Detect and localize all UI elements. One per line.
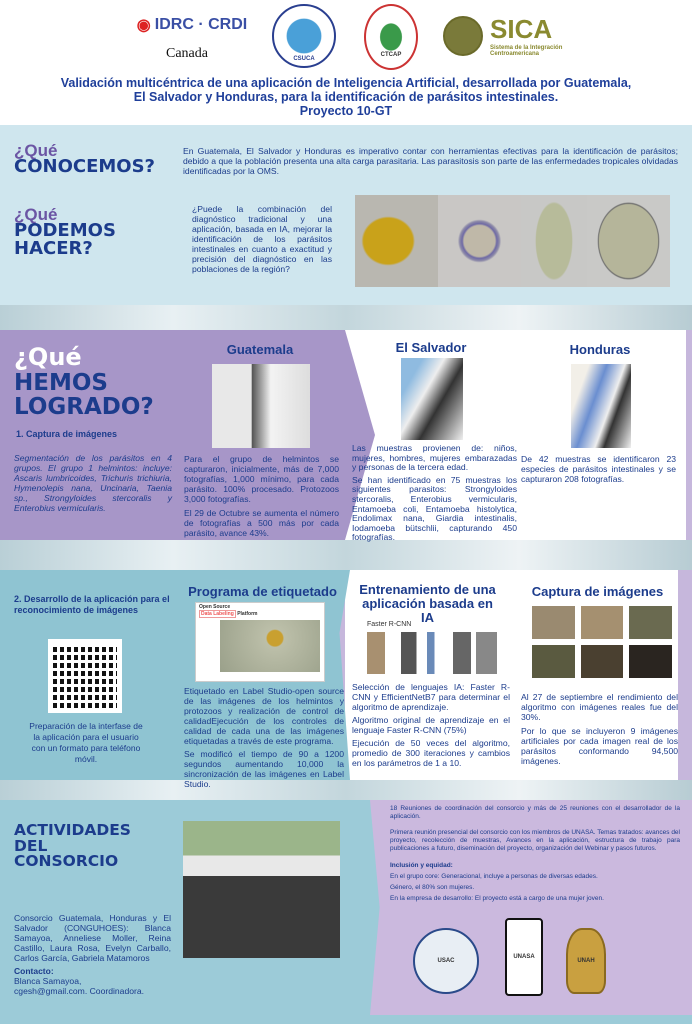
augmented-image	[581, 606, 624, 639]
labeled-micrograph	[220, 620, 320, 672]
paragraph: En la empresa de desarrollo: El proyecto está a cargo de una mujer joven.	[390, 895, 604, 902]
paragraph: Se modificó el tiempo de 90 a 1200 segundos aumentando 10,000 la sincronización de las imágenes en Label Studio.	[184, 749, 344, 789]
captura-title: Captura de imágenes	[531, 584, 664, 599]
augmented-images-grid	[532, 606, 672, 678]
intro-text: Segmentación de los parásitos en 4 grupos. El grupo 1 helmintos: incluye: Ascaris lumbricoides, Trichuris trichiuria, Hymenolepis nana, Uncinaria, Taenia sp., Strongyloides stercoralis y Enterobius vermicularis.	[14, 453, 172, 513]
csuca-text: CSUCA	[293, 56, 315, 62]
screenshot-tag: Data Labeling	[201, 611, 234, 617]
qr-caption: Preparación de la interfase de la aplicación para el usuario con un formato para teléfono móvil.	[29, 721, 143, 764]
augmented-image	[532, 606, 575, 639]
paragraph: Las muestras provienen de: niños, mujeres, hombres, mujeres embarazadas y personas de la tercera edad.	[352, 443, 517, 473]
text-el-salvador	[352, 444, 517, 543]
conocemos-text: En Guatemala, El Salvador y Honduras es imperativo contar con herramientas efectivas para la identificación de parásitos; debido a que la población presenta una alta carga parasitaria. Las parasitosis son parte de las enfermedades tropicales olvidadas identificadas por la OMS.	[183, 146, 678, 176]
title-line: Validación multicéntrica de una aplicación de Inteligencia Artificial, desarrollada por Guatemala,	[60, 76, 632, 90]
micrograph	[587, 195, 670, 287]
heading-line: ACTIVIDADES	[14, 821, 131, 839]
decorative-strip	[0, 540, 692, 570]
logrado-heading: LOGRADO?	[14, 394, 154, 420]
que-label: ¿Qué	[14, 141, 58, 160]
screenshot-text: Open Source	[199, 604, 231, 610]
photo-guatemala	[212, 364, 310, 448]
augmented-image	[629, 645, 672, 678]
maple-leaf-icon: ◉	[136, 17, 151, 34]
contact-label: Contacto:	[14, 966, 54, 976]
que-label: ¿Qué	[14, 205, 58, 224]
faster-rcnn-diagram	[367, 632, 497, 674]
que-label: ¿Qué	[14, 343, 82, 371]
screenshot-text: Platform	[237, 611, 258, 617]
paragraph: Ejecución de 50 veces del algoritmo, promedio de 300 iteraciones y cambios en los parámetros de 1 a 10.	[352, 738, 510, 768]
paragraph: El 29 de Octubre se aumenta el número de fotografías a 500 más por cada parásito, avance 43%.	[184, 508, 339, 538]
title-line: Proyecto 10-GT	[299, 104, 393, 118]
label-studio-screenshot	[195, 602, 325, 682]
ctcap-text: CTCAP	[380, 52, 402, 58]
captura-text	[521, 692, 678, 766]
photo-honduras	[571, 364, 631, 448]
seal-label: USAC	[437, 958, 455, 964]
paragraph: Primera reunión presencial del consorcio con los miembros de UNASA. Temas tratados: avances del proyecto, recolección de muestras, Avances en la aplicación, estructura de trabajo para publicaciones a futuro, diseminación del proyecto, organización del Webinar y pasos futuros.	[390, 829, 680, 852]
text-honduras: De 42 muestras se identificaron 23 especies de parásitos intestinales y se capturaron 208 fotografías.	[521, 454, 676, 484]
idrc-logo	[132, 12, 252, 38]
paragraph: 18 Reuniones de coordinación del consorcio y más de 25 reuniones con el desarrollador de la aplicación.	[390, 805, 680, 820]
idrc-text: IDRC · CRDI	[154, 16, 248, 33]
unasa-seal	[505, 918, 543, 996]
seal-label: UNASA	[513, 954, 535, 960]
podemos-heading: PODEMOS	[14, 220, 116, 241]
csuca-logo	[272, 4, 336, 68]
poster-title	[40, 76, 652, 118]
parasite-micrographs	[355, 195, 670, 287]
country-title-honduras: Honduras	[569, 342, 631, 357]
paragraph: Selección de lenguajes IA: Faster R-CNN y EfficientNetB7 para determinar el algoritmo de aprendizaje.	[352, 682, 510, 712]
contact-text: Blanca Samayoa, cgesh@gmail.com. Coordinadora.	[14, 976, 145, 996]
decorative-strip	[0, 305, 692, 330]
paragraph: Por lo que se incluyeron 9 imágenes artificiales por cada imagen real de los parásitos conformando 94,500 imágenes.	[521, 726, 678, 766]
micrograph	[521, 195, 587, 287]
paragraph: Género, el 80% son mujeres.	[390, 884, 475, 891]
paragraph: Etiquetado en Label Studio-open source de las imágenes de los helmintos y protozoos y realización de control de calidadEjecución de los controles de calidad de cada una de las imágenes etiquetadas a través de este programa.	[184, 686, 344, 746]
paragraph: Para el grupo de helmintos se capturaron, inicialmente, más de 7,000 fotografías, 1,000 mínimo, para cada parásito. 100% procesado. Protozoos 3,000 fotografías.	[184, 454, 339, 504]
meeting-photo	[183, 821, 340, 958]
subtitle-desarrollo: 2. Desarrollo de la aplicación para el reconocimiento de imágenes	[14, 594, 170, 615]
hacer-heading: HACER?	[14, 238, 93, 259]
text-guatemala	[184, 454, 339, 538]
consorcio-heading	[14, 823, 131, 870]
augmented-image	[581, 645, 624, 678]
micrograph	[438, 195, 521, 287]
qr-code[interactable]	[48, 639, 122, 713]
etiquetado-title: Programa de etiquetado	[188, 584, 337, 599]
conocemos-heading: CONOCEMOS?	[14, 156, 156, 177]
paragraph: En el grupo core: Generacional, incluye a personas de diversas edades.	[390, 873, 598, 880]
paragraph: Se han identificado en 75 muestras los siguientes parasitos: Strongyloides stercoralis, Enterobius vermicularis, Entamoeba coli, Entamoeba histolytica, Endolimax nana, Giardia intestinalis, Iodamoeba bütschlii, capturando 450 fotografías.	[352, 474, 517, 543]
sica-wordmark: SICA	[490, 14, 553, 44]
members-text: Consorcio Guatemala, Honduras y El Salvador (CONGUHOES): Blanca Samayoa, Anneliese Moller, Reina Castillo, Laura Rosa, Evelyn Carballo, Carlos García, Gabriela Matamoros	[14, 913, 171, 963]
entrenamiento-text	[352, 682, 510, 768]
etiquetado-text	[184, 686, 344, 789]
edge-band	[686, 330, 692, 540]
consorcio-details	[390, 805, 680, 903]
unah-seal	[566, 928, 606, 994]
augmented-image	[629, 606, 672, 639]
sica-seal	[443, 16, 483, 56]
diagram-label: Faster R-CNN	[367, 621, 412, 628]
podemos-text: ¿Puede la combinación del diagnóstico tradicional y una aplicación, basada en IA, mejorar la identificación de los parásitos intestinales en cuanto a exactitud y precisión del diagnóstico en las poblaciones de la región?	[192, 204, 332, 274]
qr-pattern	[53, 644, 117, 708]
hemos-heading: HEMOS	[14, 370, 108, 396]
country-title-el-salvador: El Salvador	[395, 340, 467, 355]
country-title-guatemala: Guatemala	[226, 342, 294, 357]
usac-seal	[413, 928, 479, 994]
paragraph: Al 27 de septiembre el rendimiento del algoritmo con imágenes reales fue del 30%.	[521, 692, 678, 722]
ctcap-logo	[364, 4, 418, 70]
micrograph	[355, 195, 438, 287]
seal-label: UNAH	[577, 958, 595, 964]
decorative-strip	[0, 780, 692, 800]
heading-line: CONSORCIO	[14, 852, 119, 870]
title-line: El Salvador y Honduras, para la identificación de parásitos intestinales.	[133, 90, 559, 104]
heading-line: DEL	[14, 836, 48, 855]
photo-el-salvador	[401, 358, 463, 440]
sica-subtitle: Sistema de la Integración Centroamericana	[490, 45, 563, 57]
paragraph: Algoritmo original de aprendizaje en el lenguaje Faster R-CNN (75%)	[352, 715, 510, 735]
entrenamiento-title: Entrenamiento de una aplicación basada en IA	[359, 582, 496, 625]
inclusion-title: Inclusión y equidad:	[390, 862, 453, 869]
canada-wordmark: Canada	[166, 46, 208, 61]
subtitle-captura: 1. Captura de imágenes	[16, 429, 118, 439]
augmented-image	[532, 645, 575, 678]
